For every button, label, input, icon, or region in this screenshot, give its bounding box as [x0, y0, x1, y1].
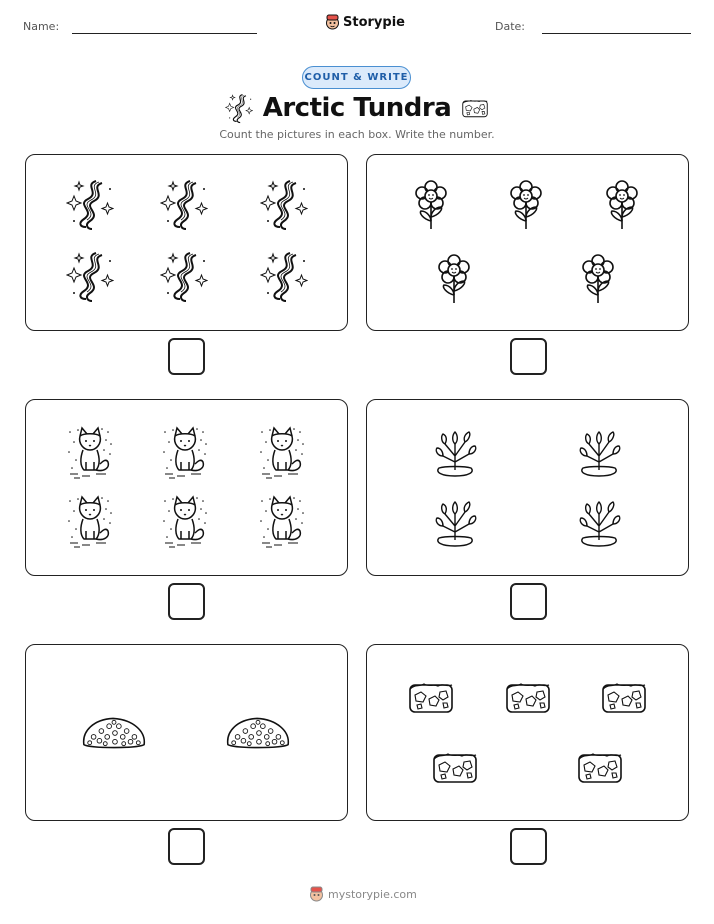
moss-mound-icon	[224, 713, 292, 753]
flower-icon	[574, 251, 622, 305]
flower-icon	[502, 177, 550, 231]
shrub-icon	[431, 496, 479, 550]
arctic-fox-icon	[66, 495, 114, 549]
answer-box-1[interactable]	[168, 338, 205, 375]
aurora-swirl-icon	[66, 177, 114, 231]
answer-box-4[interactable]	[510, 583, 547, 620]
name-field[interactable]	[72, 33, 257, 34]
count-panel-ice-rocks	[366, 644, 689, 821]
date-label: Date:	[495, 20, 525, 33]
flower-icon	[598, 177, 646, 231]
shrub-icon	[431, 426, 479, 480]
ice-rocks-icon	[431, 749, 479, 785]
ice-rocks-icon	[600, 679, 648, 715]
answer-box-5[interactable]	[168, 828, 205, 865]
aurora-swirl-icon	[66, 249, 114, 303]
aurora-swirl-icon	[260, 177, 308, 231]
shrub-icon	[575, 426, 623, 480]
storypie-mascot-icon	[309, 886, 324, 903]
brand-name: Storypie	[343, 15, 405, 30]
count-panel-shrubs	[366, 399, 689, 576]
arctic-fox-icon	[258, 495, 306, 549]
answer-box-2[interactable]	[510, 338, 547, 375]
answer-box-3[interactable]	[168, 583, 205, 620]
count-panel-foxes	[25, 399, 348, 576]
activity-badge: COUNT & WRITE	[302, 66, 411, 89]
flower-icon	[407, 177, 455, 231]
arctic-fox-icon	[66, 426, 114, 480]
answer-box-6[interactable]	[510, 828, 547, 865]
footer-site: mystorypie.com	[328, 888, 417, 901]
aurora-swirl-icon	[260, 249, 308, 303]
footer	[309, 886, 417, 903]
ice-rocks-icon	[407, 679, 455, 715]
arctic-fox-icon	[161, 426, 209, 480]
aurora-swirl-icon	[160, 177, 208, 231]
ice-rocks-icon	[504, 679, 552, 715]
page-title: Arctic Tundra	[262, 93, 452, 123]
title-row	[0, 92, 714, 124]
flower-icon	[430, 251, 478, 305]
ice-rocks-icon	[576, 749, 624, 785]
arctic-fox-icon	[258, 426, 306, 480]
arctic-fox-icon	[161, 495, 209, 549]
name-label: Name:	[23, 20, 60, 33]
instructions: Count the pictures in each box. Write the number.	[219, 128, 495, 141]
date-field[interactable]	[542, 33, 691, 34]
shrub-icon	[575, 496, 623, 550]
storypie-mascot-icon	[325, 14, 340, 31]
ice-rocks-icon	[461, 97, 489, 119]
aurora-swirl-icon	[160, 249, 208, 303]
moss-mound-icon	[80, 713, 148, 753]
count-panel-moss	[25, 644, 348, 821]
count-panel-flowers	[366, 154, 689, 331]
aurora-swirl-icon	[225, 92, 253, 124]
brand-logo	[325, 14, 405, 31]
count-panel-aurora	[25, 154, 348, 331]
